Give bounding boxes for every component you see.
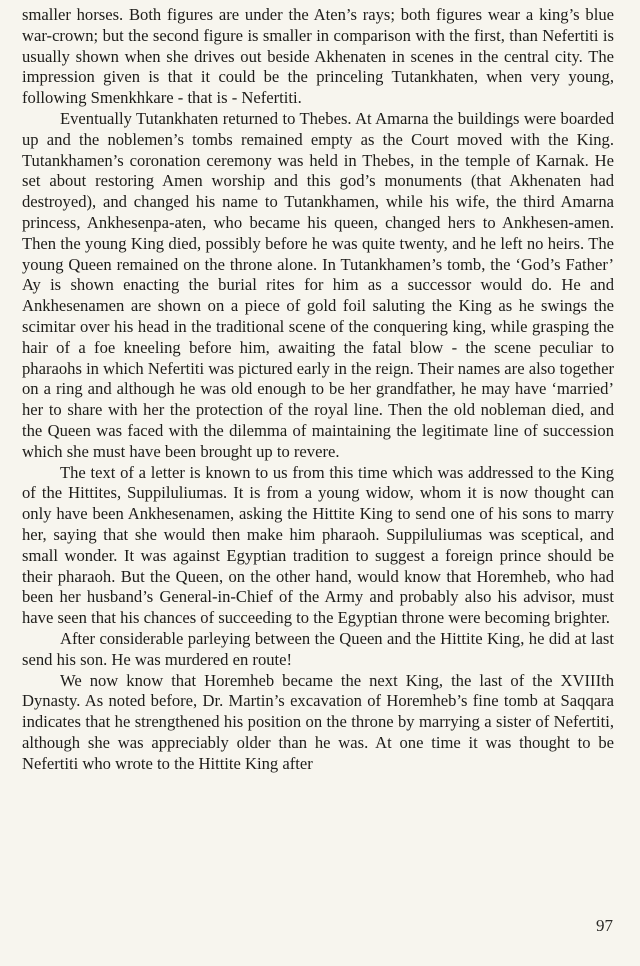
paragraph-5: We now know that Horemheb became the next King, the last of the XVIIIth Dynasty. As noted before, Dr. Martin’s excavation of Horemheb’s fine tomb at Saqqara indicates that he strengthened his position on the throne by marrying a sister of Nefertiti, although she was appreciably older than he was. At one time it was thought to be Nefertiti who wrote to the Hittite King after bbox=[22, 670, 614, 773]
paragraph-3: The text of a letter is known to us from this time which was addressed to the King of the Hittites, Suppiluliumas. It is from a young widow, whom it is now thought can only have been Ankhesenamen, asking the Hittite King to send one of his sons to marry her, saying that she would then make him pharaoh. Suppiluliumas was sceptical, and small wonder. It was against Egyptian tradition to suggest a foreign prince should be their pharaoh. But the Queen, on the other hand, would know that Horemheb, who had been her husband’s General-in-Chief of the Army and probably also his advisor, must have seen that his chances of succeeding to the Egyptian throne were becoming brighter. bbox=[22, 462, 614, 628]
paragraph-1: smaller horses. Both figures are under the Aten’s rays; both figures wear a king’s blue war-crown; but the second figure is smaller in comparison with the first, than Nefertiti is usually shown when she drives out beside Akhenaten in scenes in the central city. The impression given is that it could be the princeling Tutankhaten, when very young, following Smenkhkare - that is - Nefertiti. bbox=[22, 5, 614, 108]
paragraph-2: Eventually Tutankhaten returned to Thebes. At Amarna the buildings were boarded up and the noblemen’s tombs remained empty as the Court moved with the King. Tutankhamen’s coronation ceremony was held in Thebes, in the temple of Karnak. He set about restoring Amen worship and this god’s monuments (that Akhenaten had destroyed), and changed his name to Tutankhamen, while his wife, the third Amarna princess, Ankhesenpa-aten, who became his queen, changed hers to Ankhesen-amen. Then the young King died, possibly before he was quite twenty, and he left no heirs. The young Queen remained on the throne alone. In Tutankhamen’s tomb, the ‘God’s Father’ Ay is shown enacting the burial rites for him as a successor would do. He and Ankhesenamen are shown on a piece of gold foil saluting the King as he swings the scimitar over his head in the traditional scene of the conquering king, while grasping the hair of a foe kneeling before him, awaiting the fatal blow - the scene peculiar to pharaohs in which Nefertiti was pictured early in the reign. Their names are also together on a ring and although he was old enough to be her grandfather, he may have ‘married’ her to share with her the protection of the royal line. Then the old nobleman died, and the Queen was faced with the dilemma of maintaining the legitimate line of succession which she must have been brought up to revere. bbox=[22, 108, 614, 461]
page-number: 97 bbox=[596, 916, 613, 935]
page-body bbox=[22, 0, 614, 774]
paragraph-4: After considerable parleying between the Queen and the Hittite King, he did at last send his son. He was murdered en route! bbox=[22, 628, 614, 669]
